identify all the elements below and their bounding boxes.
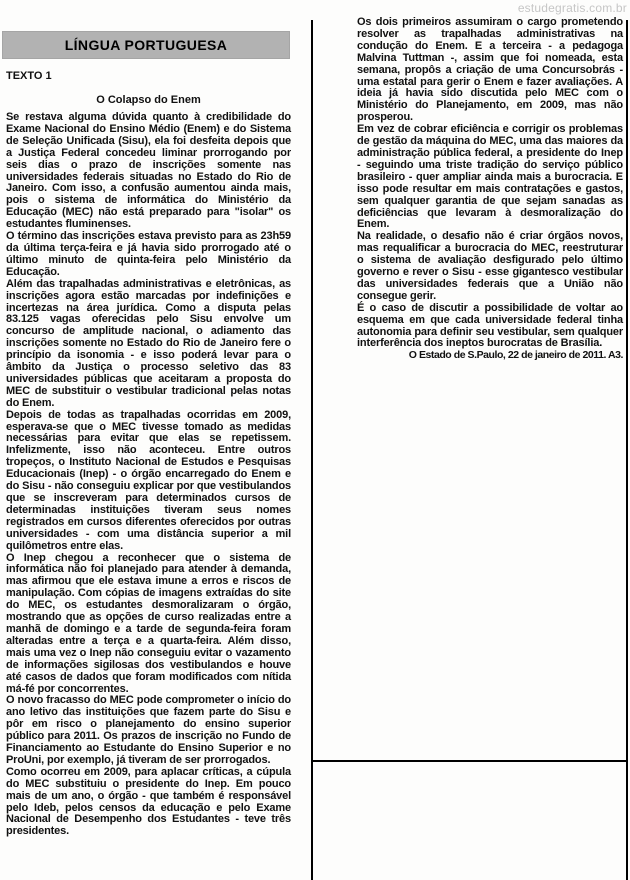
article-paragraph: O término das inscrições estava previsto para as 23h59 da última terça-feira e já havia sido prorrogado até o último minuto de quinta-feira pelo Ministério da Educação. <box>6 230 291 278</box>
right-border-line <box>626 20 628 880</box>
article-paragraph: O Inep chegou a reconhecer que o sistema de informática não foi planejado para atender à demanda, mas afirmou que ele estava imune a erros e riscos de manipulação. Com cópias de imagens extraídas do site do MEC, os estudantes desmoralizaram o órgão, mostrando que as opções de curso realizadas entre a manhã de domingo e a tarde de segunda-feira foram alteradas entre a terça e a quarta-feira. Além disso, mais uma vez o Inep não conseguiu evitar o vazamento de informações sigilosas dos vestibulandos e houve até casos de dados que foram modificados com nítida má-fé por concorrentes. <box>6 551 291 695</box>
article-title: O Colapso do Enem <box>96 94 201 106</box>
subject-header <box>2 31 290 59</box>
article-paragraph: Os dois primeiros assumiram o cargo prometendo resolver as trapalhadas administrativas na condução do Enem. E a terceira - a pedagoga Malvina Tuttman -, assim que foi nomeada, esta semana, propôs a criação de uma Concursobrás - uma estatal para gerir o Enem e fazer avaliações. A ideia já havia sido discutida pelo MEC com o Ministério do Planejamento, em 2009, mas não prosperou. <box>357 16 623 124</box>
article-paragraph: Na realidade, o desafio não é criar órgãos novos, mas requalificar a burocracia do MEC, reestruturar o sistema de avaliação desfigurado pelo último governo e rever o Sisu - esse gigantesco vestibular das universidades federais que a União não consegue gerir. <box>357 230 623 302</box>
text-label: TEXTO 1 <box>6 70 52 82</box>
column-divider-line <box>311 20 313 880</box>
subject-header-title: LÍNGUA PORTUGUESA <box>64 37 228 53</box>
left-column <box>6 112 291 838</box>
article-paragraph: Em vez de cobrar eficiência e corrigir os problemas de gestão da máquina do MEC, uma das maiores da administração pública federal, a presidente do Inep - seguindo uma triste tradição do serviço público brasileiro - quer ampliar ainda mais a burocracia. E isso pode resultar em mais contratações e gastos, sem qualquer garantia de que sejam sanadas as deficiências que levaram à desmoralização do Enem. <box>357 123 623 231</box>
article-paragraph: Além das trapalhadas administrativas e eletrônicas, as inscrições agora estão marcadas por indefinições e incertezas na área jurídica. Como a disputa pelas 83.125 vagas oferecidas pelo Sisu envolve um concurso de amplitude nacional, o adiamento das inscrições somente no Estado do Rio de Janeiro fere o princípio da isonomia - e isso poderá levar para o âmbito da Justiça o processo seletivo das 83 universidades públicas que aceitaram a proposta do MEC de substituir o vestibular tradicional pelas notas do Enem. <box>6 277 291 409</box>
article-paragraph: Se restava alguma dúvida quanto à credibilidade do Exame Nacional do Ensino Médio (Enem) e do Sistema de Seleção Unificada (Sisu), ela foi desfeita depois que a Justiça Federal concedeu liminar prorrogando por seis dias o prazo de inscrições somente nas universidades federais situadas no Estado do Rio de Janeiro. Com isso, a confusão aumentou ainda mais, pois o sistema de informática do Ministério da Educação (MEC) não está preparado para "isolar" os estudantes fluminenses. <box>6 111 291 231</box>
article-citation: O Estado de S.Paulo, 22 de janeiro de 2011. A3. <box>408 349 623 362</box>
article-paragraph: O novo fracasso do MEC pode comprometer o início do ano letivo das instituições que fazem parte do Sisu e pôr em risco o planejamento do ensino superior público para 2011. Os prazos de inscrição no Fundo de Financiamento ao Estudante do Ensino Superior e no ProUni, por exemplo, já tiveram de ser prorrogados. <box>6 694 291 766</box>
right-column <box>357 17 623 362</box>
article-paragraph: É o caso de discutir a possibilidade de voltar ao esquema em que cada universidade federal tinha autonomia para definir seu vestibular, sem qualquer interferência dos ineptos burocratas de Brasília. <box>357 301 623 350</box>
right-cell-bottom-line <box>311 760 628 762</box>
article-paragraph: Como ocorreu em 2009, para aplacar críticas, a cúpula do MEC substituiu o presidente do Inep. Em pouco mais de um ano, o órgão - que também é responsável pelo Ideb, pelos censos da educação e pelo Exame Nacional de Desempenho dos Estudantes - teve três presidentes. <box>6 765 291 838</box>
article-paragraph: Depois de todas as trapalhadas ocorridas em 2009, esperava-se que o MEC tivesse tomado as medidas necessárias para evitar que elas se repetissem. Infelizmente, isso não aconteceu. Entre outros tropeços, o Instituto Nacional de Estudos e Pesquisas Educacionais (Inep) - o órgão encarregado do Enem e do Sisu - não conseguiu explicar por que vestibulandos que se inscreveram para determinados cursos de determinadas instituições tiveram seus nomes registrados em cursos diferentes oferecidos por outras universidades - com uma distância superior a mil quilômetros entre elas. <box>6 408 291 552</box>
watermark: estudegratis.com.br <box>517 1 627 15</box>
